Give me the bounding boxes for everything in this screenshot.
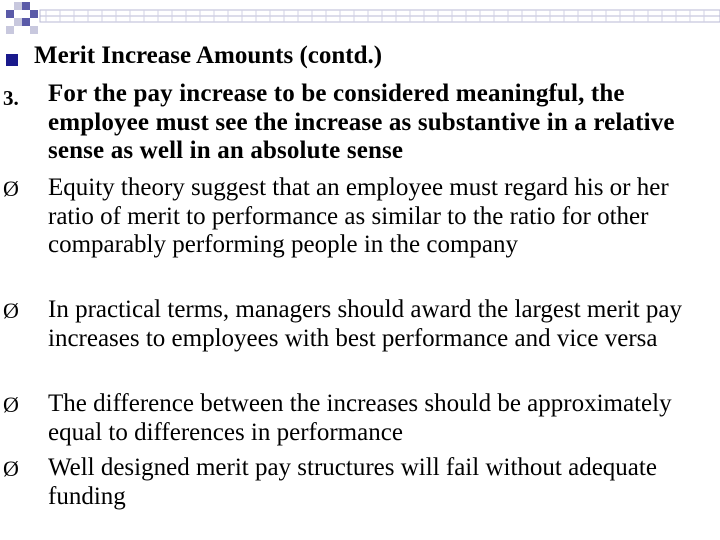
numbered-item-text: For the pay increase to be considered meaningful, the employee must see the increase as substantive in a relative sense as well in an absolute sense — [48, 80, 675, 164]
header-decoration — [0, 0, 720, 44]
square-bullet-icon — [6, 54, 18, 66]
list-number: 3. — [3, 86, 19, 110]
list-item-text: The difference between the increases should be approximately equal to differences in performance — [48, 390, 672, 446]
slide-title-row — [0, 42, 720, 76]
list-item-text: Equity theory suggest that an employee must regard his or her ratio of merit to performance as similar to the ratio for other comparably performing people in the company — [48, 174, 669, 258]
arrow-bullet-icon: Ø — [3, 176, 19, 201]
arrow-bullet-icon: Ø — [3, 298, 19, 323]
arrow-bullet-icon: Ø — [3, 456, 19, 481]
list-item-text: In practical terms, managers should award the largest merit pay increases to employees with best performance and vice versa — [48, 296, 683, 352]
list-item-text: Well designed merit pay structures will fail without adequate funding — [48, 454, 657, 510]
slide-title: Merit Increase Amounts (contd.) — [34, 42, 383, 69]
arrow-bullet-icon: Ø — [3, 392, 19, 417]
